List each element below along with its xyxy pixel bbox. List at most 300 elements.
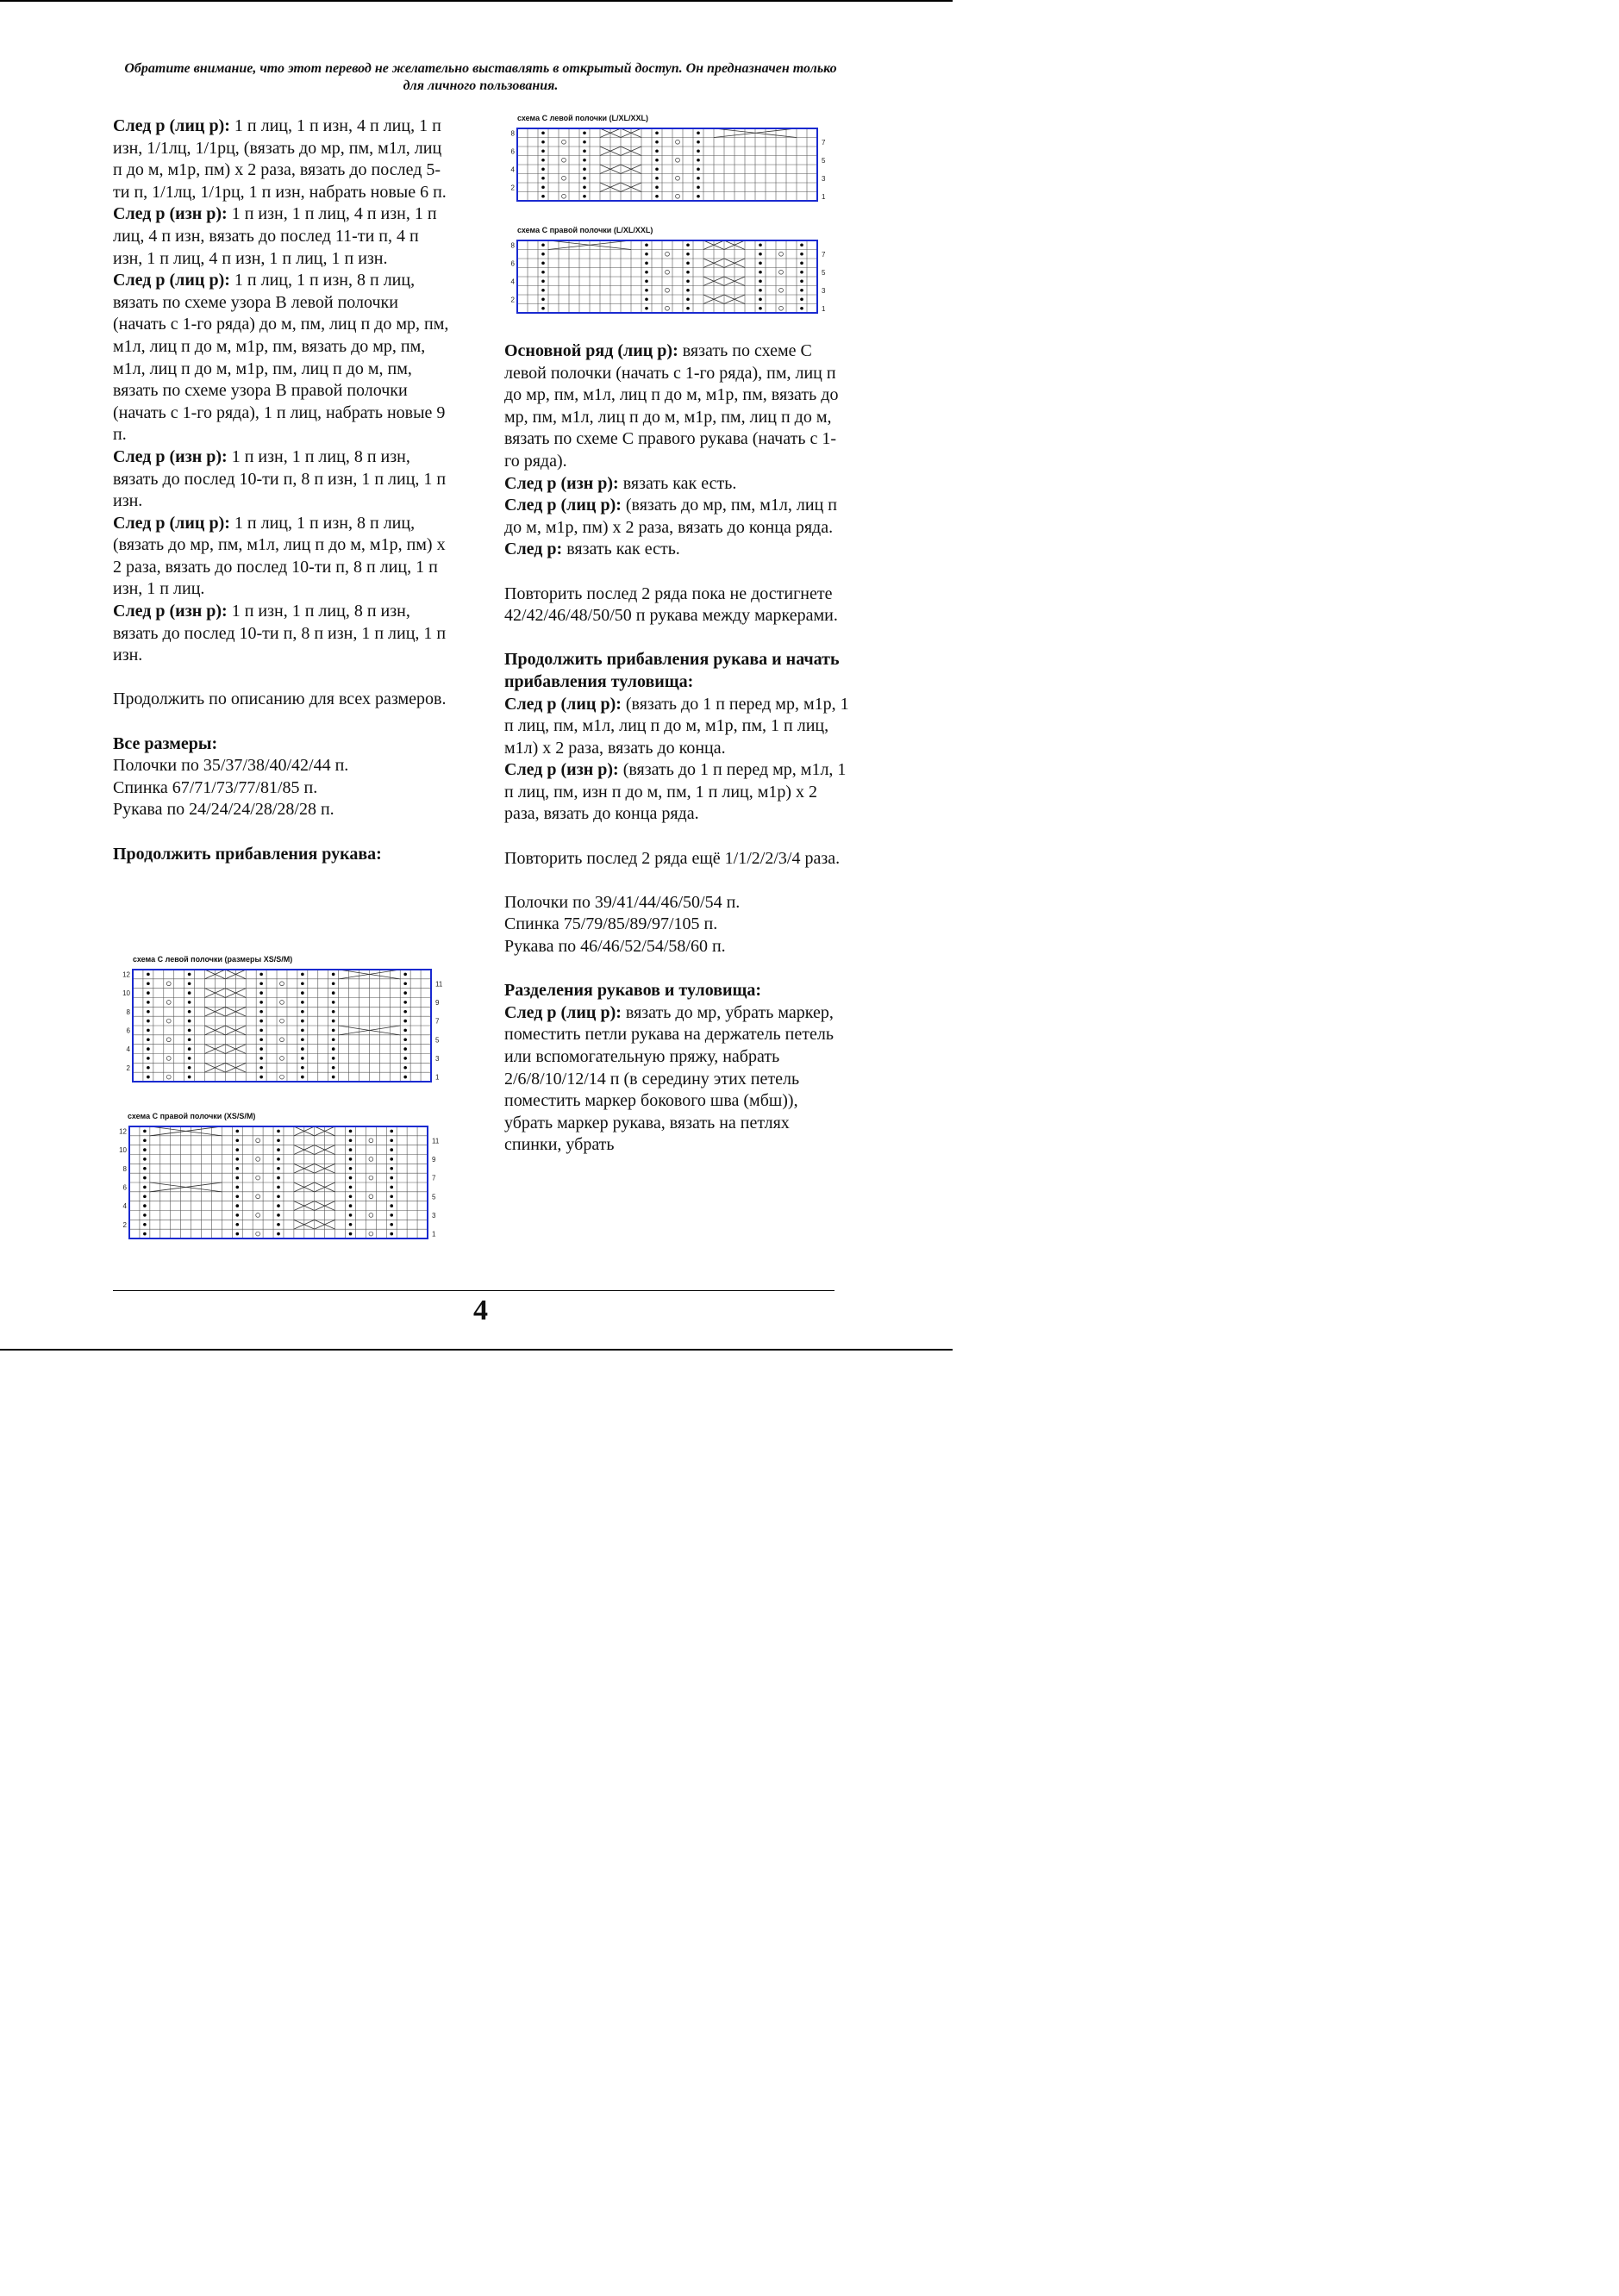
- purl-dot: [697, 195, 700, 198]
- purl-dot: [655, 177, 659, 180]
- yarn-over-circle: [256, 1176, 260, 1180]
- bottom-border: [0, 1349, 953, 1351]
- row-label-left: 2: [126, 1064, 130, 1072]
- purl-dot: [301, 991, 304, 995]
- purl-dot: [277, 1214, 280, 1217]
- instruction-text: вязать по схеме С левой полочки (начать с 1-го ряда), пм, лиц п до мр, пм, м1л, лиц п до м, м1р, пм, вязать до мр, пм, м1л, лиц п до м, м1р, пм, лиц п до м, вязать по схеме С правого рукава (начать с 1-го ряда).: [504, 341, 839, 471]
- purl-dot: [541, 195, 545, 198]
- purl-dot: [390, 1232, 393, 1236]
- left-column: [113, 115, 451, 865]
- instruction-label: След р (изн р):: [504, 760, 619, 780]
- purl-dot: [583, 195, 586, 198]
- yarn-over-circle: [562, 194, 566, 198]
- instruction-paragraph: [504, 848, 849, 870]
- purl-dot: [143, 1195, 147, 1198]
- purl-dot: [332, 982, 335, 985]
- instruction-label: Основной ряд (лиц р):: [504, 341, 678, 360]
- purl-dot: [301, 1038, 304, 1041]
- purl-dot: [188, 1047, 191, 1051]
- row-label-left: 6: [510, 147, 515, 156]
- purl-dot: [259, 1029, 263, 1033]
- purl-dot: [686, 279, 690, 283]
- purl-dot: [259, 982, 263, 985]
- row-label-right: 7: [432, 1174, 436, 1182]
- purl-dot: [655, 131, 659, 134]
- purl-dot: [301, 1057, 304, 1060]
- purl-dot: [390, 1204, 393, 1207]
- purl-dot: [259, 1038, 263, 1041]
- yarn-over-circle: [280, 1019, 284, 1023]
- purl-dot: [403, 991, 407, 995]
- row-label-right: 3: [435, 1054, 440, 1063]
- yarn-over-circle: [256, 1232, 260, 1236]
- purl-dot: [349, 1223, 353, 1226]
- instruction-text: Спинка 67/71/73/77/81/85 п.: [113, 777, 318, 797]
- instruction-text: вязать как есть.: [618, 473, 737, 493]
- yarn-over-circle: [562, 140, 566, 144]
- chart-right-front-xs-s-m: [116, 1112, 447, 1241]
- purl-dot: [403, 1066, 407, 1070]
- instruction-text: Повторить послед 2 ряда пока не достигнете 42/42/46/48/50/50 п рукава между маркерами.: [504, 583, 838, 626]
- purl-dot: [655, 167, 659, 171]
- purl-dot: [759, 307, 762, 310]
- purl-dot: [403, 1001, 407, 1004]
- purl-dot: [235, 1167, 239, 1170]
- purl-dot: [235, 1223, 239, 1226]
- purl-dot: [143, 1148, 147, 1151]
- purl-dot: [147, 973, 150, 976]
- purl-dot: [301, 1047, 304, 1051]
- purl-dot: [301, 982, 304, 985]
- purl-dot: [332, 973, 335, 976]
- instruction-text: Рукава по 46/46/52/54/58/60 п.: [504, 937, 726, 957]
- purl-dot: [143, 1223, 147, 1226]
- purl-dot: [259, 1057, 263, 1060]
- instruction-label: Продолжить прибавления рукава и начать прибавления туловища:: [504, 650, 840, 691]
- purl-dot: [143, 1139, 147, 1142]
- purl-dot: [349, 1232, 353, 1236]
- purl-dot: [686, 261, 690, 265]
- paragraph-gap: [504, 826, 849, 848]
- purl-dot: [403, 1047, 407, 1051]
- purl-dot: [800, 307, 803, 310]
- purl-dot: [800, 271, 803, 274]
- purl-dot: [235, 1186, 239, 1189]
- purl-dot: [259, 1047, 263, 1051]
- purl-dot: [332, 1047, 335, 1051]
- purl-dot: [147, 982, 150, 985]
- purl-dot: [403, 1029, 407, 1033]
- yarn-over-circle: [666, 252, 670, 256]
- instruction-paragraph: [113, 733, 451, 756]
- row-label-right: 11: [435, 980, 443, 989]
- instruction-paragraph: [113, 513, 451, 601]
- purl-dot: [541, 185, 545, 189]
- purl-dot: [349, 1139, 353, 1142]
- row-label-left: 12: [122, 970, 130, 979]
- purl-dot: [188, 1020, 191, 1023]
- purl-dot: [235, 1148, 239, 1151]
- instruction-label: След р (лиц р):: [504, 694, 622, 714]
- row-label-right: 7: [822, 250, 826, 259]
- chart-left-front-xs-s-m: [116, 955, 447, 1084]
- purl-dot: [349, 1204, 353, 1207]
- purl-dot: [277, 1176, 280, 1180]
- purl-dot: [583, 177, 586, 180]
- purl-dot: [277, 1157, 280, 1161]
- row-label-right: 9: [435, 998, 440, 1007]
- purl-dot: [686, 271, 690, 274]
- purl-dot: [645, 243, 648, 246]
- translation-notice: Обратите внимание, что этот перевод не желательно выставлять в открытый доступ. Он предназначен только для личного пользования.: [124, 61, 837, 93]
- row-label-left: 4: [510, 165, 515, 174]
- instruction-label: След р (лиц р):: [113, 513, 230, 533]
- purl-dot: [655, 185, 659, 189]
- yarn-over-circle: [779, 288, 784, 292]
- yarn-over-circle: [666, 288, 670, 292]
- instruction-label: След р (лиц р):: [504, 1002, 622, 1022]
- yarn-over-circle: [666, 306, 670, 310]
- instruction-label: Разделения рукавов и туловища:: [504, 981, 762, 1001]
- row-label-right: 7: [435, 1017, 440, 1026]
- yarn-over-circle: [369, 1195, 373, 1199]
- yarn-over-circle: [676, 158, 680, 162]
- purl-dot: [403, 1057, 407, 1060]
- yarn-over-circle: [280, 1001, 284, 1005]
- purl-dot: [349, 1167, 353, 1170]
- purl-dot: [541, 297, 545, 301]
- paragraph-gap: [504, 870, 849, 892]
- purl-dot: [697, 177, 700, 180]
- instruction-text: 1 п лиц, 1 п изн, 8 п лиц, (вязать до мр, пм, м1л, лиц п до м, м1р, пм) х 2 раза, вязать до послед 10-ти п, 8 п лиц, 1 п изн, 1 п лиц.: [113, 513, 446, 599]
- row-label-left: 8: [510, 129, 515, 138]
- chart-title: схема С правой полочки (XS/S/M): [128, 1112, 256, 1120]
- purl-dot: [655, 149, 659, 153]
- instruction-paragraph: [113, 115, 451, 203]
- purl-dot: [277, 1148, 280, 1151]
- instruction-text: Рукава по 24/24/24/28/28/28 п.: [113, 800, 334, 820]
- purl-dot: [147, 991, 150, 995]
- purl-dot: [332, 1066, 335, 1070]
- instruction-paragraph: [504, 694, 849, 760]
- chart-title: схема С правой полочки (L/XL/XXL): [517, 226, 653, 234]
- instruction-paragraph: [504, 473, 849, 496]
- purl-dot: [259, 1001, 263, 1004]
- chart-grid-svg: [505, 226, 833, 319]
- purl-dot: [686, 307, 690, 310]
- purl-dot: [349, 1214, 353, 1217]
- purl-dot: [301, 1020, 304, 1023]
- purl-dot: [541, 307, 545, 310]
- purl-dot: [277, 1195, 280, 1198]
- instruction-text: вязать до мр, убрать маркер, поместить петли рукава на держатель петель или вспомогательную пряжу, набрать 2/6/8/10/12/14 п (в середину этих петель поместить маркер бокового шва (мбш)), убрать маркер рукава, вязать на петлях спинки, убрать: [504, 1002, 834, 1155]
- page-number: 4: [473, 1295, 488, 1326]
- purl-dot: [697, 185, 700, 189]
- purl-dot: [390, 1157, 393, 1161]
- instruction-paragraph: [504, 495, 849, 539]
- purl-dot: [301, 973, 304, 976]
- row-label-left: 4: [126, 1045, 130, 1054]
- instruction-paragraph: [113, 799, 451, 821]
- row-label-right: 5: [432, 1193, 436, 1201]
- purl-dot: [541, 271, 545, 274]
- instruction-text: (вязать до 1 п перед мр, м1р, 1 п лиц, пм, м1л, лиц п до м, м1р, пм, 1 п лиц, м1л) х 2 раза, вязать до конца.: [504, 694, 849, 758]
- purl-dot: [541, 140, 545, 144]
- purl-dot: [583, 167, 586, 171]
- purl-dot: [259, 1010, 263, 1014]
- purl-dot: [349, 1186, 353, 1189]
- purl-dot: [301, 1001, 304, 1004]
- yarn-over-circle: [280, 1057, 284, 1061]
- row-label-right: 1: [435, 1073, 440, 1082]
- yarn-over-circle: [280, 1038, 284, 1042]
- purl-dot: [143, 1232, 147, 1236]
- instruction-paragraph: [504, 936, 849, 958]
- instruction-paragraph: [113, 844, 451, 866]
- purl-dot: [759, 271, 762, 274]
- purl-dot: [800, 243, 803, 246]
- yarn-over-circle: [676, 176, 680, 180]
- purl-dot: [645, 307, 648, 310]
- row-label-right: 5: [822, 268, 826, 277]
- row-label-left: 6: [126, 1026, 130, 1035]
- yarn-over-circle: [779, 270, 784, 274]
- instruction-paragraph: [504, 759, 849, 826]
- purl-dot: [645, 271, 648, 274]
- instruction-label: След р (изн р):: [113, 446, 228, 466]
- purl-dot: [235, 1176, 239, 1180]
- purl-dot: [147, 1066, 150, 1070]
- purl-dot: [188, 1038, 191, 1041]
- purl-dot: [259, 1066, 263, 1070]
- purl-dot: [188, 982, 191, 985]
- purl-dot: [697, 159, 700, 162]
- purl-dot: [390, 1130, 393, 1133]
- instruction-text: 1 п изн, 1 п лиц, 4 п изн, 1 п лиц, 4 п изн, вязать до послед 11-ти п, 4 п изн, 1 п лиц, 4 п изн, 1 п лиц, 1 п изн.: [113, 204, 437, 268]
- purl-dot: [301, 1029, 304, 1033]
- purl-dot: [645, 261, 648, 265]
- purl-dot: [390, 1148, 393, 1151]
- purl-dot: [403, 973, 407, 976]
- instruction-label: След р (лиц р):: [113, 116, 230, 135]
- instruction-paragraph: [504, 539, 849, 561]
- instruction-paragraph: [113, 203, 451, 270]
- purl-dot: [759, 289, 762, 292]
- chart-right-front-l-xl-xxl: [505, 226, 833, 319]
- instruction-text: (вязать до мр, пм, м1л, лиц п до м, м1р, пм) х 2 раза, вязать до конца ряда.: [504, 496, 837, 537]
- purl-dot: [759, 279, 762, 283]
- purl-dot: [541, 177, 545, 180]
- purl-dot: [259, 1020, 263, 1023]
- row-label-left: 12: [119, 1127, 127, 1136]
- purl-dot: [403, 1010, 407, 1014]
- purl-dot: [800, 261, 803, 265]
- paragraph-gap: [504, 627, 849, 650]
- purl-dot: [332, 1057, 335, 1060]
- purl-dot: [541, 149, 545, 153]
- paragraph-gap: [504, 561, 849, 583]
- purl-dot: [686, 243, 690, 246]
- yarn-over-circle: [369, 1232, 373, 1236]
- yarn-over-circle: [369, 1176, 373, 1180]
- instruction-label: След р (изн р):: [504, 473, 619, 493]
- purl-dot: [143, 1214, 147, 1217]
- row-label-right: 1: [822, 304, 826, 313]
- purl-dot: [390, 1139, 393, 1142]
- purl-dot: [147, 1010, 150, 1014]
- instruction-text: Полочки по 35/37/38/40/42/44 п.: [113, 756, 349, 776]
- purl-dot: [147, 1029, 150, 1033]
- row-label-left: 4: [122, 1202, 127, 1211]
- chart-title: схема С левой полочки (размеры XS/S/M): [133, 955, 293, 964]
- purl-dot: [332, 1010, 335, 1014]
- purl-dot: [645, 279, 648, 283]
- chart-grid-svg: [505, 114, 833, 207]
- purl-dot: [277, 1167, 280, 1170]
- purl-dot: [301, 1066, 304, 1070]
- purl-dot: [645, 253, 648, 256]
- instruction-paragraph: [504, 649, 849, 693]
- purl-dot: [188, 1076, 191, 1079]
- purl-dot: [583, 185, 586, 189]
- yarn-over-circle: [369, 1157, 373, 1162]
- yarn-over-circle: [256, 1195, 260, 1199]
- purl-dot: [277, 1204, 280, 1207]
- purl-dot: [655, 195, 659, 198]
- instruction-text: вязать как есть.: [562, 540, 680, 559]
- row-label-right: 3: [822, 286, 826, 295]
- row-label-left: 10: [122, 989, 130, 998]
- instruction-text: 1 п лиц, 1 п изн, 4 п лиц, 1 п изн, 1/1лц, 1/1рц, (вязать до мр, пм, м1л, лиц п до м, м1р, пм) х 2 раза, вязать до послед 5-ти п, 1/1лц, 1/1рц, 1 п изн, набрать новые 6 п.: [113, 116, 447, 202]
- purl-dot: [188, 1029, 191, 1033]
- yarn-over-circle: [779, 252, 784, 256]
- purl-dot: [277, 1139, 280, 1142]
- yarn-over-circle: [562, 176, 566, 180]
- chart-grid-svg: [116, 955, 447, 1084]
- instruction-text: 1 п изн, 1 п лиц, 8 п изн, вязать до послед 10-ти п, 8 п изн, 1 п лиц, 1 п изн.: [113, 602, 447, 665]
- purl-dot: [583, 131, 586, 134]
- row-label-right: 3: [822, 174, 826, 183]
- purl-dot: [759, 261, 762, 265]
- instruction-label: Все размеры:: [113, 733, 218, 753]
- instruction-text: 1 п лиц, 1 п изн, 8 п лиц, вязать по схеме узора В левой полочки (начать с 1-го ряда) до м, пм, лиц п до мр, пм, м1л, лиц п до м, м1р, пм, вязать до мр, пм, м1л, лиц п до м, м1р, пм, лиц п до м, пм, вязать по схеме узора В правой полочки (начать с 1-го ряда), 1 п лиц, набрать новые 9 п.: [113, 271, 449, 445]
- row-label-right: 9: [432, 1155, 436, 1164]
- chart-left-front-l-xl-xxl: [505, 114, 833, 207]
- row-label-left: 8: [122, 1164, 127, 1173]
- purl-dot: [235, 1130, 239, 1133]
- instruction-text: Спинка 75/79/85/89/97/105 п.: [504, 914, 718, 934]
- row-label-right: 5: [822, 156, 826, 165]
- purl-dot: [645, 297, 648, 301]
- purl-dot: [645, 289, 648, 292]
- document-page: [0, 0, 953, 1351]
- purl-dot: [697, 149, 700, 153]
- paragraph-gap: [113, 711, 451, 733]
- purl-dot: [349, 1176, 353, 1180]
- instruction-paragraph: [504, 1002, 849, 1157]
- purl-dot: [403, 982, 407, 985]
- instruction-paragraph: [113, 270, 451, 446]
- row-label-left: 6: [510, 259, 515, 268]
- purl-dot: [188, 1001, 191, 1004]
- yarn-over-circle: [280, 982, 284, 986]
- purl-dot: [188, 1066, 191, 1070]
- yarn-over-circle: [256, 1139, 260, 1143]
- yarn-over-circle: [256, 1157, 260, 1162]
- row-label-left: 2: [510, 184, 515, 192]
- purl-dot: [390, 1223, 393, 1226]
- purl-dot: [235, 1139, 239, 1142]
- instruction-text: Полочки по 39/41/44/46/50/54 п.: [504, 892, 741, 912]
- purl-dot: [541, 243, 545, 246]
- purl-dot: [188, 1057, 191, 1060]
- purl-dot: [147, 1076, 150, 1079]
- purl-dot: [349, 1157, 353, 1161]
- purl-dot: [390, 1167, 393, 1170]
- purl-dot: [541, 131, 545, 134]
- purl-dot: [583, 149, 586, 153]
- purl-dot: [349, 1130, 353, 1133]
- row-label-right: 1: [432, 1230, 436, 1238]
- yarn-over-circle: [369, 1139, 373, 1143]
- yarn-over-circle: [166, 1075, 171, 1079]
- yarn-over-circle: [166, 982, 171, 986]
- purl-dot: [277, 1223, 280, 1226]
- row-label-left: 2: [510, 296, 515, 304]
- purl-dot: [800, 253, 803, 256]
- purl-dot: [301, 1076, 304, 1079]
- purl-dot: [143, 1130, 147, 1133]
- purl-dot: [697, 167, 700, 171]
- footer-rule: [113, 1290, 835, 1291]
- purl-dot: [800, 297, 803, 301]
- purl-dot: [541, 289, 545, 292]
- instruction-paragraph: [113, 446, 451, 513]
- yarn-over-circle: [280, 1075, 284, 1079]
- purl-dot: [143, 1157, 147, 1161]
- purl-dot: [541, 167, 545, 171]
- instruction-paragraph: [504, 340, 849, 473]
- purl-dot: [332, 1001, 335, 1004]
- purl-dot: [686, 253, 690, 256]
- purl-dot: [277, 1232, 280, 1236]
- instruction-label: След р (лиц р):: [113, 271, 230, 290]
- purl-dot: [188, 991, 191, 995]
- purl-dot: [697, 131, 700, 134]
- row-label-right: 7: [822, 138, 826, 147]
- purl-dot: [147, 1020, 150, 1023]
- yarn-over-circle: [166, 1019, 171, 1023]
- purl-dot: [390, 1214, 393, 1217]
- purl-dot: [259, 991, 263, 995]
- purl-dot: [686, 289, 690, 292]
- row-label-right: 1: [822, 192, 826, 201]
- purl-dot: [759, 297, 762, 301]
- yarn-over-circle: [369, 1214, 373, 1218]
- purl-dot: [143, 1186, 147, 1189]
- yarn-over-circle: [676, 194, 680, 198]
- row-label-right: 3: [432, 1211, 436, 1220]
- purl-dot: [188, 973, 191, 976]
- purl-dot: [332, 1076, 335, 1079]
- instruction-text: Продолжить по описанию для всех размеров.: [113, 689, 447, 709]
- purl-dot: [147, 1038, 150, 1041]
- purl-dot: [759, 253, 762, 256]
- purl-dot: [655, 159, 659, 162]
- yarn-over-circle: [256, 1214, 260, 1218]
- purl-dot: [390, 1186, 393, 1189]
- purl-dot: [143, 1167, 147, 1170]
